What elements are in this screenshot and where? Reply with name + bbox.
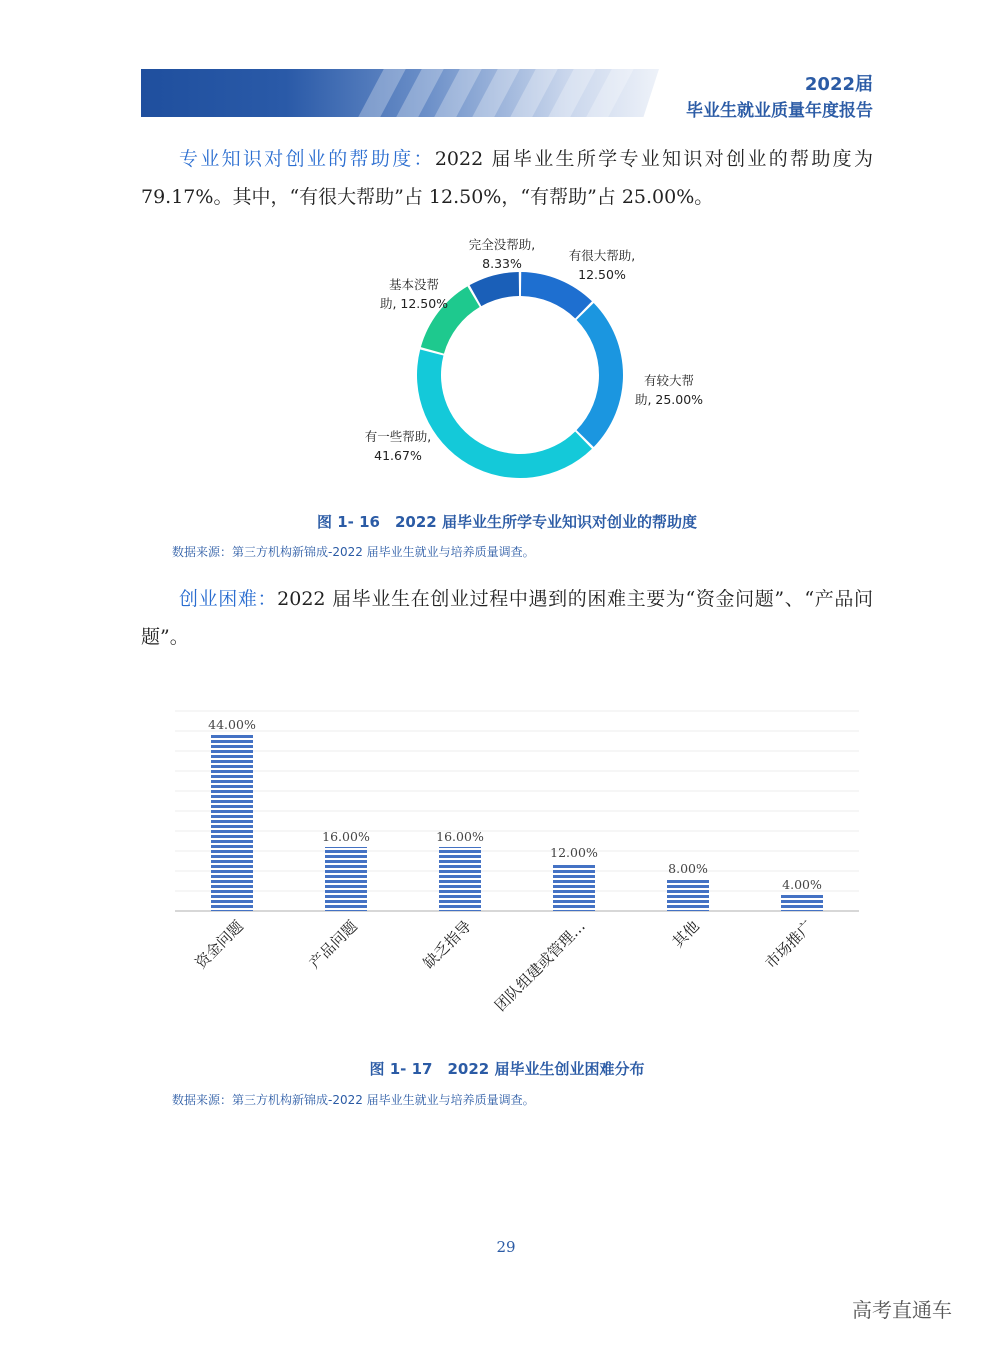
donut-label-1: 有较大帮助, 25.00% [634,373,704,407]
donut-label-2: 有一些帮助, 41.67% [364,429,432,463]
section2-text: 2022 届毕业生在创业过程中遇到的困难主要为“资金问题”、“产品问题”。 [141,588,873,648]
bar-category-label-2: 缺乏指导 [419,917,475,973]
bar-category-label-3: 团队组建或管理… [491,917,589,1015]
bar-value-label-3: 12.00% [550,845,598,860]
header-year: 2022届 [804,74,873,95]
donut-label-3: 基本没帮助, 12.50% [379,277,449,311]
page-number: 29 [496,1238,516,1256]
donut-label-4: 完全没帮助, 8.33% [468,237,536,271]
figure16-source: 数据来源：第三方机构新锦成-2022 届毕业生就业与培养质量调查。 [172,545,535,559]
figure17-source: 数据来源：第三方机构新锦成-2022 届毕业生就业与培养质量调查。 [172,1093,535,1107]
bar-value-label-0: 44.00% [208,717,256,732]
bar-5 [781,895,823,911]
bar-gridlines [175,711,859,911]
donut-slice-1 [577,303,623,447]
donut-slice-4 [470,272,519,306]
bar-1 [325,847,367,911]
donut-chart [330,232,710,492]
donut-slice-2 [417,350,592,478]
bar-3 [553,863,595,911]
bar-category-label-5: 市场推广 [761,917,817,973]
bar-4 [667,879,709,911]
bar-marks [211,735,823,911]
bar-2 [439,847,481,911]
bar-value-label-1: 16.00% [322,829,370,844]
watermark: 高考直通车 [852,1298,952,1322]
bar-value-labels [208,717,822,892]
header-title: 毕业生就业质量年度报告 [686,101,873,121]
paragraph-section1 [141,140,873,216]
figure16-caption: 图 1- 16 2022 届毕业生所学专业知识对创业的帮助度 [317,513,697,531]
bar-category-label-4: 其他 [668,917,703,952]
bar-value-label-2: 16.00% [436,829,484,844]
bar-category-label-0: 资金问题 [191,917,247,973]
paragraph-section2 [141,580,873,656]
figure17-caption: 图 1- 17 2022 届毕业生创业困难分布 [369,1060,645,1078]
header-banner [141,69,659,117]
bar-value-label-5: 4.00% [782,877,822,892]
bar-0 [211,735,253,911]
bar-category-label-1: 产品问题 [305,917,361,973]
bar-value-label-4: 8.00% [668,861,708,876]
donut-label-0: 有很大帮助, 12.50% [568,248,636,282]
bar-chart [141,690,881,1035]
donut-labels [365,237,703,463]
section1-heading: 专业知识对创业的帮助度： [179,148,435,170]
section2-heading: 创业困难： [179,588,278,610]
bar-category-labels [192,917,817,1015]
section1-text: 2022 届毕业生所学专业知识对创业的帮助度为 79.17%。其中，“有很大帮助”占 12.50%，“有帮助”占 25.00%。 [141,148,873,208]
